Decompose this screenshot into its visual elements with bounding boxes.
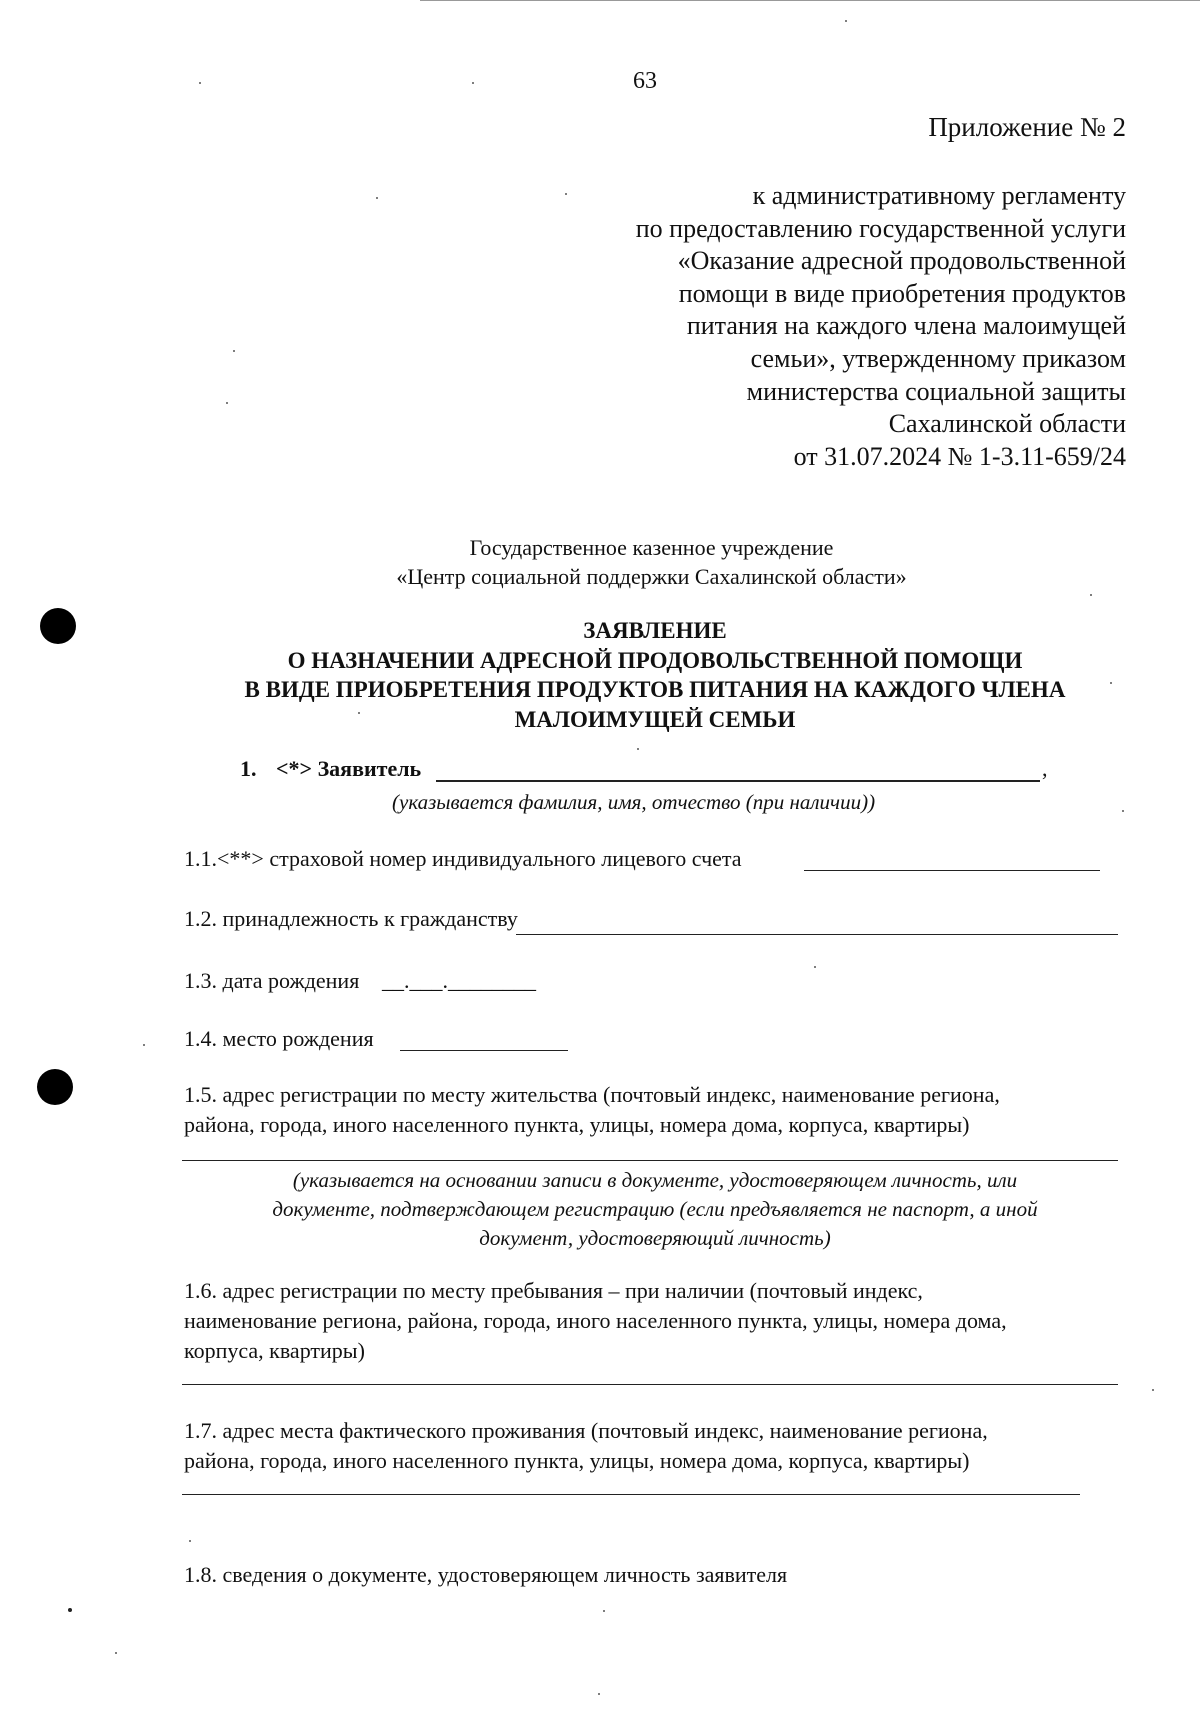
document-heading bbox=[0, 616, 1200, 734]
heading-line-4: МАЛОИМУЩЕЙ СЕМЬИ bbox=[514, 706, 796, 732]
registration-hint-line-2: документе, подтверждающем регистрацию (если предъявляется не паспорт, а иной bbox=[272, 1197, 1038, 1221]
scan-speck bbox=[1090, 594, 1092, 596]
annex-line: от 31.07.2024 № 1-3.11-659/24 bbox=[793, 441, 1126, 471]
stay-address-label-3: корпуса, квартиры) bbox=[184, 1338, 365, 1363]
registration-address-field[interactable] bbox=[182, 1160, 1118, 1161]
annex-reference bbox=[426, 180, 1126, 473]
scan-speck bbox=[1122, 810, 1124, 812]
organization-line-2: «Центр социальной поддержки Сахалинской области» bbox=[396, 564, 907, 589]
birth-date-label: 1.3. дата рождения bbox=[184, 968, 360, 993]
scan-speck bbox=[1152, 1389, 1154, 1391]
registration-address-hint bbox=[0, 1166, 1200, 1253]
birth-date-field[interactable]: __.___.________ bbox=[382, 968, 536, 993]
applicant-name-field[interactable] bbox=[436, 780, 1040, 782]
scan-speck bbox=[376, 197, 378, 199]
scan-speck bbox=[845, 20, 847, 22]
scan-speck bbox=[598, 1693, 600, 1695]
snils-field[interactable] bbox=[804, 870, 1100, 871]
registration-address-label-2: района, города, иного населенного пункта, улицы, номера дома, корпуса, квартиры) bbox=[184, 1112, 970, 1137]
page-number: 63 bbox=[633, 68, 657, 94]
heading-line-1: ЗАЯВЛЕНИЕ bbox=[583, 618, 727, 643]
annex-line: питания на каждого члена малоимущей bbox=[686, 311, 1126, 341]
scan-speck bbox=[143, 1044, 145, 1046]
annex-line: по предоставлению государственной услуги bbox=[635, 213, 1126, 243]
snils-label: 1.1.<**> страховой номер индивидуального лицевого счета bbox=[184, 846, 742, 871]
scan-speck bbox=[233, 350, 235, 352]
applicant-field-hint: (указывается фамилия, имя, отчество (при наличии)) bbox=[392, 790, 876, 814]
scan-speck bbox=[68, 1608, 72, 1612]
scan-speck bbox=[189, 1540, 191, 1542]
stay-address-label-1: 1.6. адрес регистрации по месту пребывания – при наличии (почтовый индекс, bbox=[184, 1278, 923, 1303]
heading-line-3: В ВИДЕ ПРИОБРЕТЕНИЯ ПРОДУКТОВ ПИТАНИЯ НА КАЖДОГО ЧЛЕНА bbox=[244, 677, 1066, 702]
actual-address-field[interactable] bbox=[182, 1494, 1080, 1495]
citizenship-field[interactable] bbox=[516, 934, 1118, 935]
heading-line-2: О НАЗНАЧЕНИИ АДРЕСНОЙ ПРОДОВОЛЬСТВЕННОЙ ПОМОЩИ bbox=[287, 647, 1023, 673]
scan-speck bbox=[814, 966, 816, 968]
annex-line: Сахалинской области bbox=[888, 409, 1126, 439]
stay-address-label-2: наименование региона, района, города, иного населенного пункта, улицы, номера дома, bbox=[184, 1308, 1007, 1333]
citizenship-label: 1.2. принадлежность к гражданству bbox=[184, 906, 518, 931]
annex-line: помощи в виде приобретения продуктов bbox=[678, 278, 1126, 308]
stay-address-field[interactable] bbox=[182, 1384, 1118, 1385]
registration-hint-line-3: документ, удостоверяющий личность) bbox=[479, 1226, 831, 1250]
organization-name bbox=[0, 533, 1200, 591]
scan-speck bbox=[603, 1610, 605, 1612]
scan-speck bbox=[115, 1652, 117, 1654]
punch-hole-bottom bbox=[37, 1069, 73, 1105]
registration-hint-line-1: (указывается на основании записи в документе, удостоверяющем личность, или bbox=[292, 1168, 1018, 1192]
annex-line: семьи», утвержденному приказом bbox=[750, 343, 1126, 373]
scan-speck bbox=[226, 402, 228, 404]
birth-place-field[interactable] bbox=[400, 1050, 568, 1051]
scan-top-edge bbox=[420, 0, 1200, 1]
annex-line: министерства социальной защиты bbox=[746, 376, 1126, 406]
identity-document-label: 1.8. сведения о документе, удостоверяющем личность заявителя bbox=[184, 1562, 788, 1587]
actual-address-label-2: района, города, иного населенного пункта, улицы, номера дома, корпуса, квартиры) bbox=[184, 1448, 970, 1473]
annex-title: Приложение № 2 bbox=[928, 112, 1126, 142]
organization-line-1: Государственное казенное учреждение bbox=[469, 535, 834, 560]
annex-line: к административному регламенту bbox=[752, 181, 1126, 210]
birth-place-label: 1.4. место рождения bbox=[184, 1026, 374, 1051]
scan-speck bbox=[637, 748, 639, 750]
applicant-comma: , bbox=[1042, 756, 1048, 781]
registration-address-label-1: 1.5. адрес регистрации по месту жительства (почтовый индекс, наименование региона, bbox=[184, 1082, 1000, 1107]
annex-line: «Оказание адресной продовольственной bbox=[677, 246, 1126, 276]
applicant-label: <*> Заявитель bbox=[276, 756, 422, 781]
section-1-number: 1. bbox=[240, 756, 257, 781]
actual-address-label-1: 1.7. адрес места фактического проживания (почтовый индекс, наименование региона, bbox=[184, 1418, 988, 1443]
